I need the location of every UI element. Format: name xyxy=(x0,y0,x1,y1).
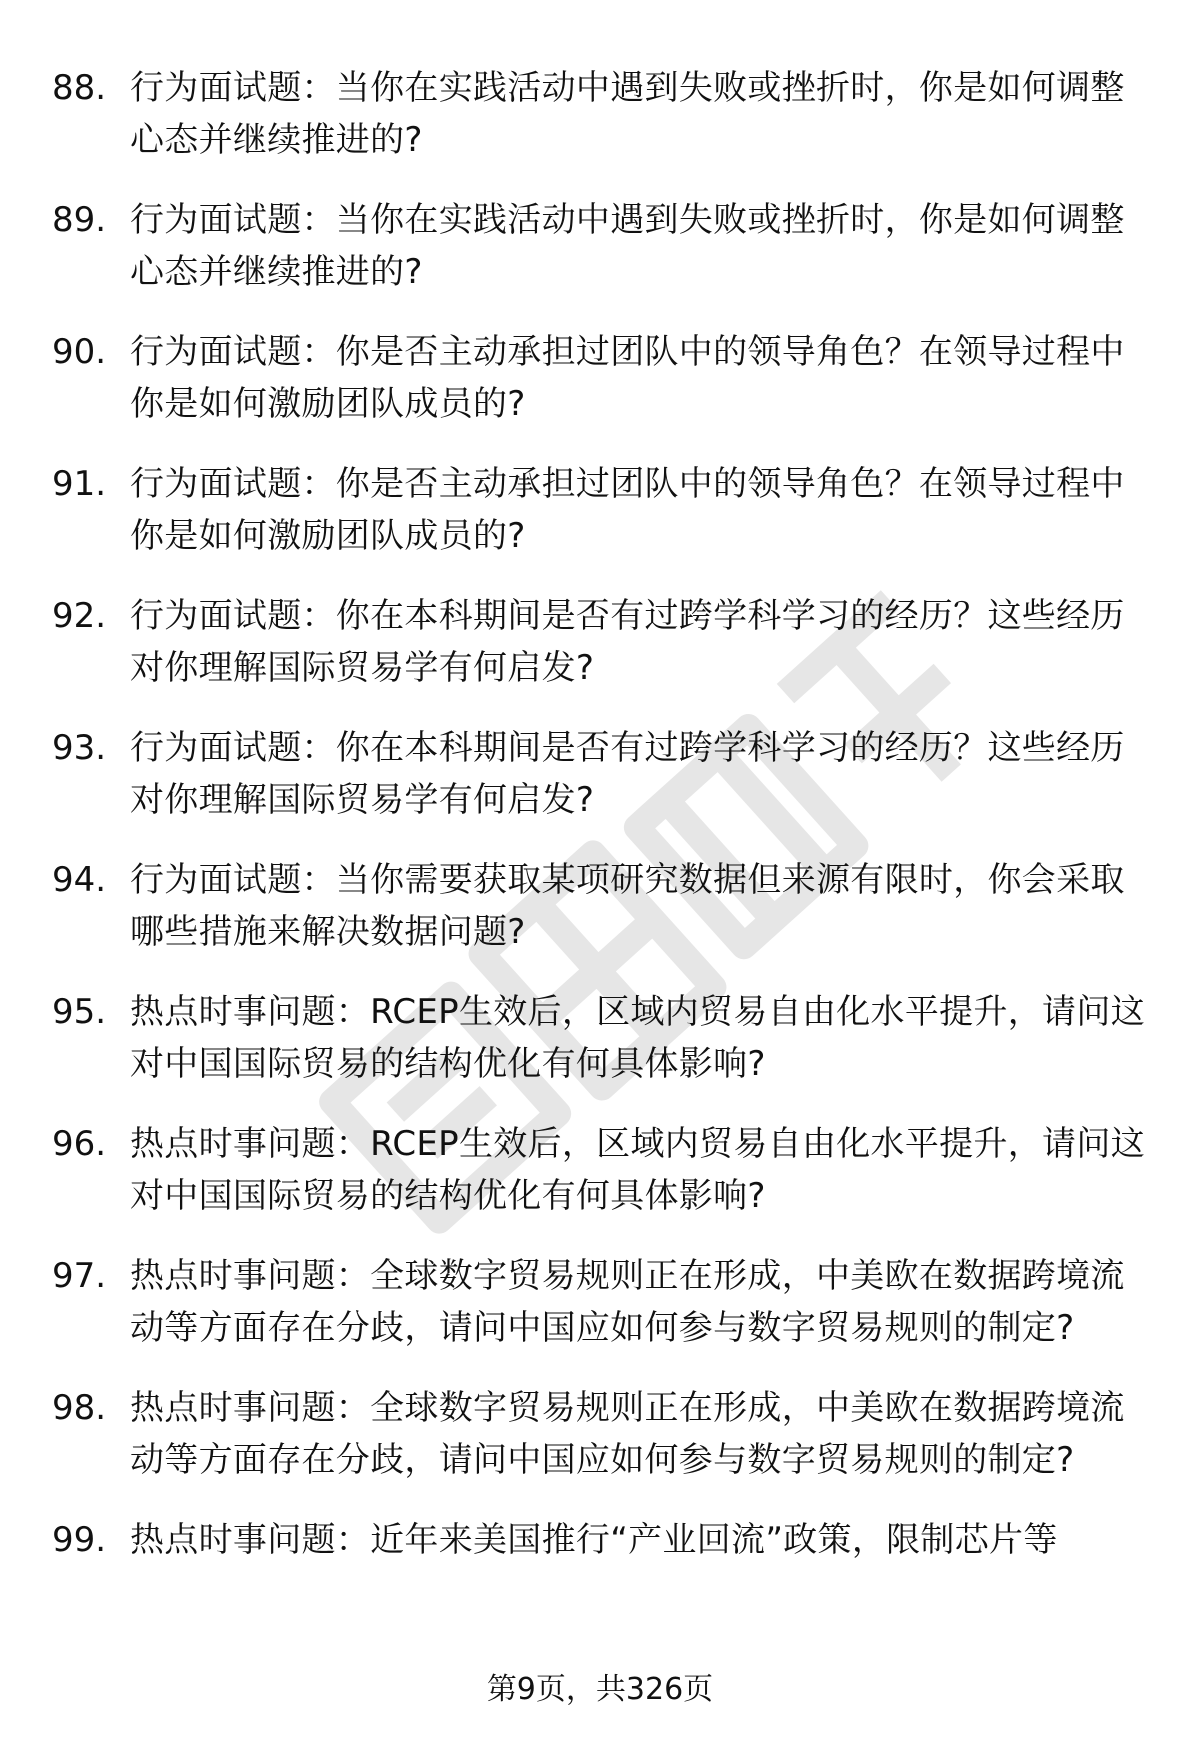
question-number: 90. xyxy=(52,332,107,372)
question-number: 91. xyxy=(52,464,107,504)
question-number: 99. xyxy=(52,1520,107,1560)
list-item xyxy=(0,1382,1200,1486)
list-item xyxy=(0,326,1200,430)
list-item xyxy=(0,854,1200,958)
question-list xyxy=(0,62,1200,1594)
question-number: 96. xyxy=(52,1124,107,1164)
question-text: 行为面试题：当你在实践活动中遇到失败或挫折时，你是如何调整心态并继续推进的? xyxy=(130,200,1125,292)
question-text: 行为面试题：你在本科期间是否有过跨学科学习的经历？这些经历对你理解国际贸易学有何启发? xyxy=(130,728,1125,820)
question-number: 95. xyxy=(52,992,107,1032)
question-number: 94. xyxy=(52,860,107,900)
question-text: 热点时事问题：全球数字贸易规则正在形成，中美欧在数据跨境流动等方面存在分歧，请问中国应如何参与数字贸易规则的制定? xyxy=(130,1388,1125,1480)
question-number: 93. xyxy=(52,728,107,768)
question-text: 行为面试题：当你在实践活动中遇到失败或挫折时，你是如何调整心态并继续推进的? xyxy=(130,68,1125,160)
page-number-footer: 第9页，共326页 xyxy=(486,1672,714,1707)
question-number: 98. xyxy=(52,1388,107,1428)
list-item xyxy=(0,194,1200,298)
list-item xyxy=(0,458,1200,562)
question-text: 热点时事问题：RCEP生效后，区域内贸易自由化水平提升，请问这对中国国际贸易的结构优化有何具体影响? xyxy=(130,992,1145,1084)
question-text: 行为面试题：当你需要获取某项研究数据但来源有限时，你会采取哪些措施来解决数据问题? xyxy=(130,860,1125,952)
list-item xyxy=(0,986,1200,1090)
question-text: 热点时事问题：RCEP生效后，区域内贸易自由化水平提升，请问这对中国国际贸易的结构优化有何具体影响? xyxy=(130,1124,1145,1216)
question-number: 92. xyxy=(52,596,107,636)
list-item xyxy=(0,590,1200,694)
question-number: 88. xyxy=(52,68,107,108)
question-number: 89. xyxy=(52,200,107,240)
question-number: 97. xyxy=(52,1256,107,1296)
list-item xyxy=(0,62,1200,166)
question-text: 行为面试题：你在本科期间是否有过跨学科学习的经历？这些经历对你理解国际贸易学有何启发? xyxy=(130,596,1125,688)
list-item xyxy=(0,1514,1200,1566)
question-text: 行为面试题：你是否主动承担过团队中的领导角色？在领导过程中你是如何激励团队成员的? xyxy=(130,464,1125,556)
question-text: 热点时事问题：近年来美国推行“产业回流”政策，限制芯片等 xyxy=(130,1520,1058,1560)
list-item xyxy=(0,722,1200,826)
list-item xyxy=(0,1250,1200,1354)
list-item xyxy=(0,1118,1200,1222)
question-text: 行为面试题：你是否主动承担过团队中的领导角色？在领导过程中你是如何激励团队成员的? xyxy=(130,332,1125,424)
question-text: 热点时事问题：全球数字贸易规则正在形成，中美欧在数据跨境流动等方面存在分歧，请问中国应如何参与数字贸易规则的制定? xyxy=(130,1256,1125,1348)
